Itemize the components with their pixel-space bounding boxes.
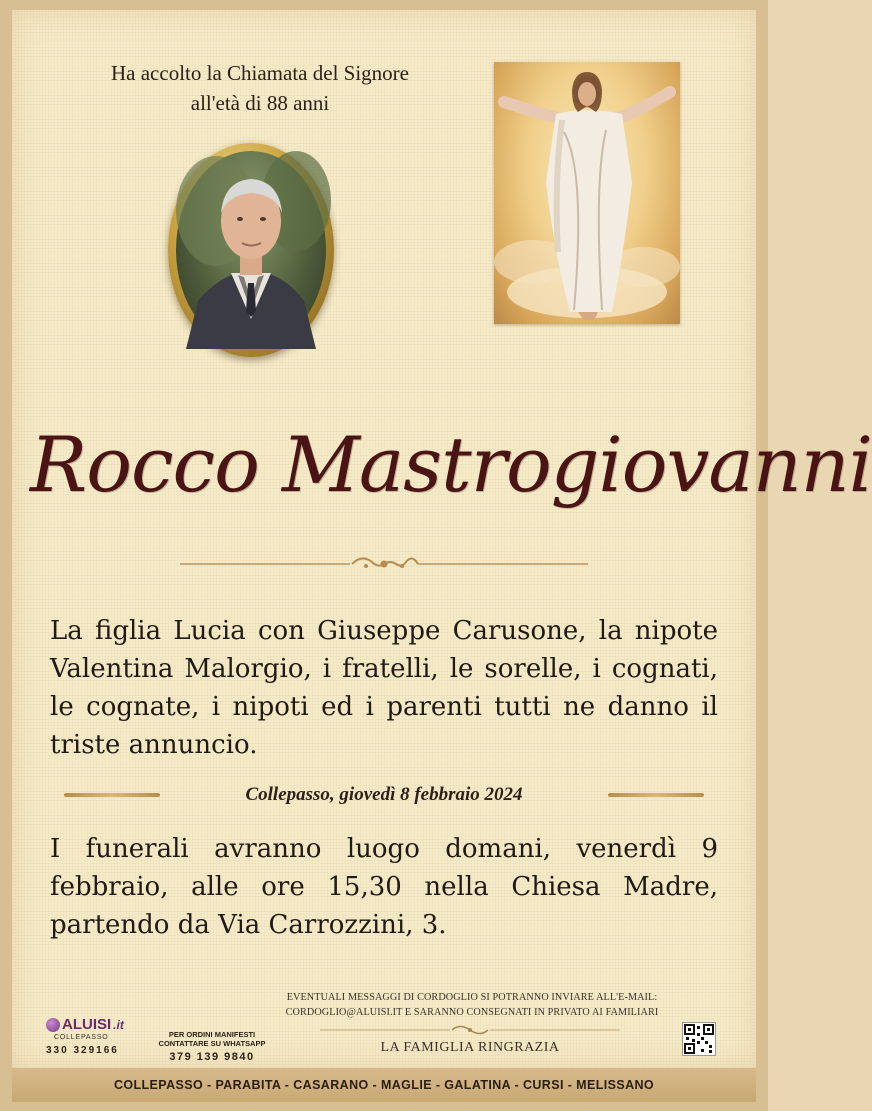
orders-info [150,1030,274,1063]
funeral-home-logo [46,1016,146,1056]
deceased-portrait-frame [168,143,334,357]
logo-suffix: .it [113,1018,124,1032]
family-thanks: LA FAMIGLIA RINGRAZIA [380,1040,560,1055]
dateline [64,780,704,810]
condolences-notice [272,990,672,1020]
funeral-details: I funerali avranno luogo domani, venerdì 9 febbraio, alle ore 15,30 nella Chiesa Madre, partendo da Via Carrozzini, 3. [50,834,718,940]
footer-locations: COLLEPASSO - PARABITA - CASARANO - MAGLIE - GALATINA - CURSI - MELISSANO [12,1068,756,1102]
logo-phone: 330 329166 [46,1045,119,1056]
dateline-left-bar [64,793,160,797]
religious-image-ascension [494,62,680,324]
announcement-text: La figlia Lucia con Giuseppe Carusone, la nipote Valentina Malorgio, i fratelli, le sorelle, i cognati, le cognate, i nipoti ed i parenti tutti ne danno il triste annuncio. [50,616,718,760]
logo-name: ALUISI [62,1016,112,1033]
logo-wordmark [46,1016,146,1034]
condolences-line-1: EVENTUALI MESSAGGI DI CORDOGLIO SI POTRANNO INVIARE ALL'E-MAIL: [286,992,658,1003]
logo-town: COLLEPASSO [54,1034,109,1041]
condolences-line-2: CORDOGLIO@ALUISI.IT E SARANNO CONSEGNATI IN PRIVATO AI FAMILIARI [285,1007,659,1018]
divider-ornament [180,552,588,576]
logo-flower-icon [46,1018,60,1032]
jesus-illustration [494,62,680,324]
place-and-date: Collepasso, giovedì 8 febbraio 2024 [245,784,523,805]
intro-line-2: all'età di 88 anni [190,91,330,115]
intro-text [40,58,480,118]
deceased-portrait [176,151,326,349]
qr-code-icon [683,1023,715,1055]
intro-line-1: Ha accolto la Chiamata del Signore [111,61,409,85]
portrait-illustration [176,151,326,349]
dateline-right-bar [608,793,704,797]
orders-phone: 379 139 9840 [169,1051,255,1063]
deceased-name: Rocco Mastrogiovanni [30,420,872,509]
orders-line-1: PER ORDINI MANIFESTI [168,1030,256,1039]
qr-code[interactable] [682,1022,716,1056]
orders-line-2: CONTATTARE SU WHATSAPP [158,1039,266,1048]
small-divider-ornament [300,1021,640,1039]
